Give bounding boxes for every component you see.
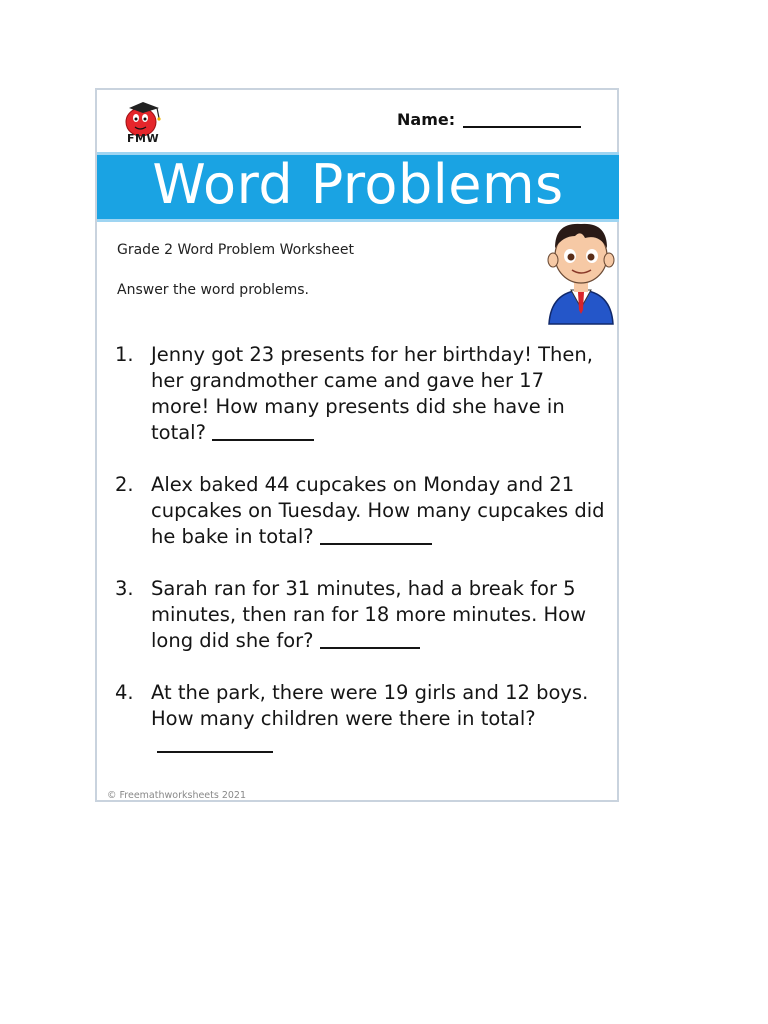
question-item	[115, 472, 605, 550]
answer-blank-line	[320, 525, 432, 545]
answer-blank-line	[320, 629, 420, 649]
question-text-wrap	[151, 342, 605, 446]
question-number: 4.	[115, 681, 134, 704]
question-text: Jenny got 23 presents for her birthday! Then, her grandmother came and gave her 17 more! How many presents did she have in total?	[151, 343, 593, 444]
question-item	[115, 342, 605, 446]
copyright-footer: © Freemathworksheets 2021	[107, 790, 247, 801]
question-number: 3.	[115, 577, 134, 600]
worksheet-instruction: Answer the word problems.	[117, 282, 309, 298]
question-text-wrap	[151, 680, 605, 758]
worksheet-subtitle: Grade 2 Word Problem Worksheet	[117, 242, 354, 258]
question-number: 2.	[115, 473, 134, 496]
page-title: Word Problems	[152, 153, 564, 216]
question-item	[115, 680, 605, 758]
question-item	[115, 576, 605, 654]
name-label: Name:	[397, 110, 456, 129]
cartoon-boy-icon	[541, 212, 621, 326]
logo-text: FMW	[127, 132, 160, 145]
name-blank-line	[463, 112, 581, 128]
question-text: At the park, there were 19 girls and 12 boys. How many children were there in total?	[151, 681, 589, 730]
answer-blank-line	[212, 421, 314, 441]
question-number: 1.	[115, 343, 134, 366]
question-text-wrap	[151, 576, 605, 654]
worksheet-page	[95, 88, 619, 802]
name-field	[397, 110, 581, 129]
question-text: Sarah ran for 31 minutes, had a break for 5 minutes, then ran for 18 more minutes. How long did she for?	[151, 577, 587, 652]
question-list	[115, 342, 605, 784]
question-text-wrap	[151, 472, 605, 550]
question-text: Alex baked 44 cupcakes on Monday and 21 cupcakes on Tuesday. How many cupcakes did he bake in total?	[151, 473, 605, 548]
answer-blank-line	[157, 733, 273, 753]
